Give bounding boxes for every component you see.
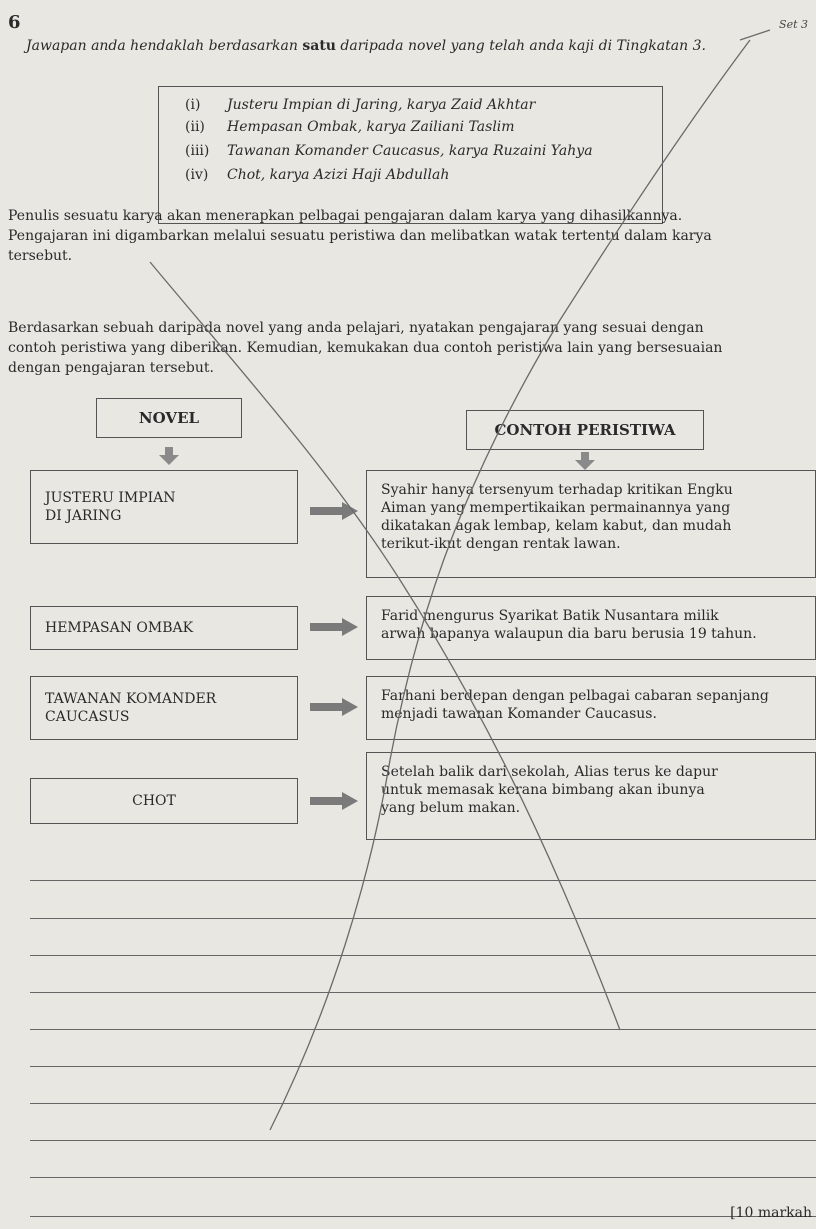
paragraph-line: contoh peristiwa yang diberikan. Kemudian, kemukakan dua contoh peristiwa lain yang bersesuaian <box>8 340 723 356</box>
right-arrow-icon <box>310 618 358 636</box>
novel-list-box <box>158 86 663 224</box>
set-label: Set 3 <box>779 18 808 31</box>
event-line: untuk memasak kerana bimbang akan ibunya <box>381 782 705 798</box>
event-line: Aiman yang mempertikaikan permainannya yang <box>381 500 731 516</box>
answer-line[interactable] <box>30 918 816 919</box>
event-box <box>366 596 816 660</box>
answer-line[interactable] <box>30 1216 816 1217</box>
right-arrow-icon <box>310 698 358 716</box>
question-number: 6 <box>8 12 21 33</box>
novel-title-line: JUSTERU IMPIAN <box>45 490 176 506</box>
header-contoh-peristiwa: CONTOH PERISTIWA <box>466 410 704 450</box>
novel-list-item: (iii) Tawanan Komander Caucasus, karya Ruzaini Yahya <box>185 143 593 159</box>
novel-box <box>30 676 298 740</box>
novel-title-line: CHOT <box>132 793 176 809</box>
novel-title-line: DI JARING <box>45 508 122 524</box>
novel-box <box>30 470 298 544</box>
answer-line[interactable] <box>30 1066 816 1067</box>
novel-title-line: TAWANAN KOMANDER <box>45 691 217 707</box>
paragraph-context <box>8 206 816 266</box>
event-line: dikatakan agak lembap, kelam kabut, dan mudah <box>381 518 732 534</box>
paragraph-line: Berdasarkan sebuah daripada novel yang anda pelajari, nyatakan pengajaran yang sesuai dengan <box>8 320 704 336</box>
paragraph-task <box>8 318 816 378</box>
answer-line[interactable] <box>30 1029 816 1030</box>
event-line: Setelah balik dari sekolah, Alias terus ke dapur <box>381 764 718 780</box>
answer-line[interactable] <box>30 1177 816 1178</box>
novel-title-line: CAUCASUS <box>45 709 130 725</box>
marks-label: [10 markah <box>730 1205 812 1221</box>
event-line: yang belum makan. <box>381 800 521 816</box>
event-line: arwah bapanya walaupun dia baru berusia 19 tahun. <box>381 626 757 642</box>
event-box <box>366 470 816 578</box>
paragraph-line: dengan pengajaran tersebut. <box>8 360 214 376</box>
event-line: Syahir hanya tersenyum terhadap kritikan Engku <box>381 482 733 498</box>
novel-list-item: (iv) Chot, karya Azizi Haji Abdullah <box>185 167 450 183</box>
event-line: Farid mengurus Syarikat Batik Nusantara milik <box>381 608 719 624</box>
event-line: Farhani berdepan dengan pelbagai cabaran sepanjang <box>381 688 769 704</box>
answer-line[interactable] <box>30 1103 816 1104</box>
answer-line[interactable] <box>30 1140 816 1141</box>
event-box <box>366 752 816 840</box>
novel-box <box>30 606 298 650</box>
right-arrow-icon <box>310 502 358 520</box>
event-line: menjadi tawanan Komander Caucasus. <box>381 706 657 722</box>
answer-line[interactable] <box>30 955 816 956</box>
answer-line[interactable] <box>30 992 816 993</box>
novel-box <box>30 778 298 824</box>
novel-list-item: (i) Justeru Impian di Jaring, karya Zaid Akhtar <box>185 97 536 113</box>
header-novel: NOVEL <box>96 398 242 438</box>
question-instruction: Jawapan anda hendaklah berdasarkan satu daripada novel yang telah anda kaji di Tingkatan 3. <box>26 38 706 54</box>
paragraph-line: tersebut. <box>8 248 73 264</box>
event-line: terikut-ikut dengan rentak lawan. <box>381 536 621 552</box>
paragraph-line: Penulis sesuatu karya akan menerapkan pelbagai pengajaran dalam karya yang dihasilkannya. <box>8 208 683 224</box>
paragraph-line: Pengajaran ini digambarkan melalui sesuatu peristiwa dan melibatkan watak tertentu dalam karya <box>8 228 712 244</box>
down-arrow-icon <box>574 452 596 470</box>
answer-line[interactable] <box>30 880 816 881</box>
novel-list-item: (ii) Hempasan Ombak, karya Zailiani Taslim <box>185 119 515 135</box>
event-box <box>366 676 816 740</box>
down-arrow-icon <box>158 447 180 465</box>
novel-title-line: HEMPASAN OMBAK <box>45 620 194 636</box>
right-arrow-icon <box>310 792 358 810</box>
